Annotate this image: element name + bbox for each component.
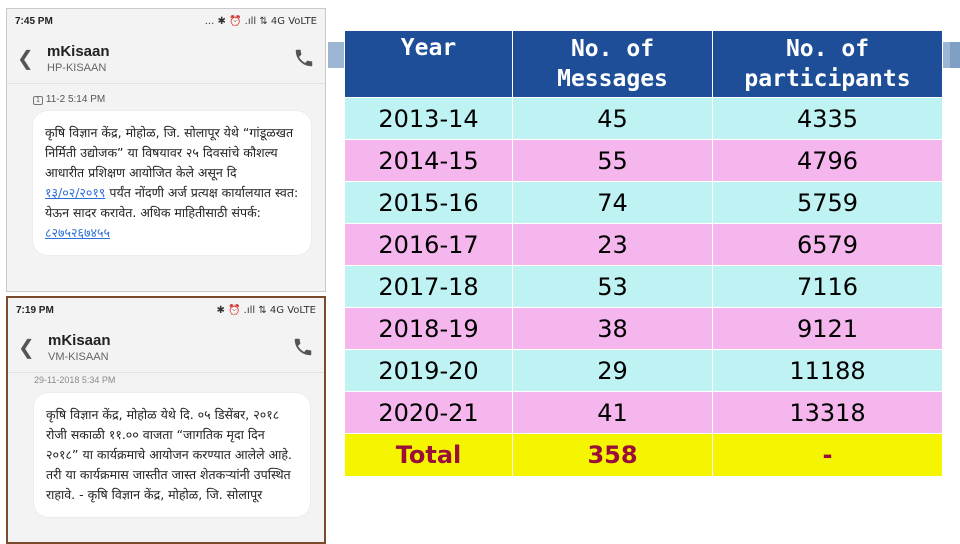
back-arrow-icon[interactable]: ❮ [18,335,35,359]
status-icons: ... ✱ ⏰ .ıll ⇅ 4G VoLTE [204,15,317,27]
cell-year: 2015-16 [345,182,513,224]
table-body [345,98,943,434]
header-year [345,31,513,98]
status-time: 7:45 PM [15,15,53,27]
total-row [345,434,943,477]
cell-messages: 53 [513,266,713,308]
table-row [345,182,943,224]
sender-id: VM-KISAAN [48,350,109,363]
title-band-end [950,42,960,68]
status-bar [8,298,324,322]
header-participants-line2: participants [744,66,911,92]
table-row [345,308,943,350]
cell-messages: 41 [513,392,713,434]
cell-participants: 9121 [713,308,943,350]
cell-messages: 55 [513,140,713,182]
table-row [345,392,943,434]
message-timestamp: 29-11-2018 5:34 PM [34,375,116,385]
table-row [345,350,943,392]
sender-name: mKisaan [47,42,110,60]
cell-year: 2019-20 [345,350,513,392]
cell-participants: 4796 [713,140,943,182]
sms-screenshot-2 [6,296,326,544]
cell-year: 2016-17 [345,224,513,266]
header-participants [713,31,943,98]
cell-participants: 5759 [713,182,943,224]
cell-messages: 45 [513,98,713,140]
header-messages-line2: Messages [557,66,668,92]
cell-messages: 38 [513,308,713,350]
cell-year: 2020-21 [345,392,513,434]
cell-year: 2013-14 [345,98,513,140]
sender-info [48,332,292,363]
header-participants-line1: No. of [785,36,870,62]
cell-year: 2018-19 [345,308,513,350]
status-bar [7,9,325,33]
message-text: कृषि विज्ञान केंद्र, मोहोळ, जि. सोलापूर येथे “गांडूळखत निर्मिती उद्योजक” या विषयावर २५ दिवसांचे कौशल्य आधारीत प्रशिक्षण आयोजित केले असून दि [45,125,294,180]
cell-messages: 29 [513,350,713,392]
table-header-row [345,31,943,98]
conversation-header [7,33,325,84]
sim-icon: 1 [33,96,43,105]
sender-id: HP-KISAAN [47,61,107,74]
header-messages [513,31,713,98]
header-year-label: Year [400,35,457,61]
status-time: 7:19 PM [16,304,54,316]
status-icons: ✱ ⏰ .ıll ⇅ 4G VoLTE [216,304,316,316]
cell-messages: 23 [513,224,713,266]
table-row [345,140,943,182]
phone-call-icon[interactable] [292,336,314,358]
sms-screenshot-1 [6,8,326,292]
message-time: 11-2 5:14 PM [45,94,106,105]
cell-year: 2014-15 [345,140,513,182]
message-timestamp [7,84,325,111]
date-link[interactable]: १३/०२/२०१९ [45,185,106,200]
phone-number-link[interactable]: ८२७५२६७४५५ [45,225,111,240]
cell-participants: 4335 [713,98,943,140]
table-row [345,98,943,140]
conversation-header [8,322,324,373]
header-messages-line1: No. of [570,36,655,62]
back-arrow-icon[interactable]: ❮ [17,46,34,70]
phone-call-icon[interactable] [293,47,315,69]
cell-participants: 13318 [713,392,943,434]
total-messages: 358 [513,434,713,477]
cell-participants: 7116 [713,266,943,308]
table-row [345,266,943,308]
cell-participants: 11188 [713,350,943,392]
sender-info [47,43,293,74]
message-bubble[interactable]: कृषि विज्ञान केंद्र, मोहोळ येथे दि. ०५ डिसेंबर, २०१८ रोजी सकाळी ११.०० वाजता “जागतिक मृदा दिन २०१८” या कार्यक्रमाचे आयोजन करण्यात आलेले आहे. तरी या कार्यक्रमास जास्तीत जास्त शेतकऱ्यांनी उपस्थित राहावे. - कृषि विज्ञान केंद्र, मोहोळ, जि. सोलापूर [34,393,310,517]
kvk-sms-statistics-table [344,30,943,477]
message-text-cont: पर्यंत नोंदणी अर्ज प्रत्यक्ष कार्यालयात स्वत: येऊन सादर करावेत. अधिक माहितीसाठी संपर्क: [45,185,299,220]
cell-participants: 6579 [713,224,943,266]
total-label: Total [345,434,513,477]
message-bubble[interactable] [33,111,311,255]
table-row [345,224,943,266]
total-participants: - [713,434,943,477]
cell-year: 2017-18 [345,266,513,308]
cell-messages: 74 [513,182,713,224]
sender-name: mKisaan [48,331,111,349]
